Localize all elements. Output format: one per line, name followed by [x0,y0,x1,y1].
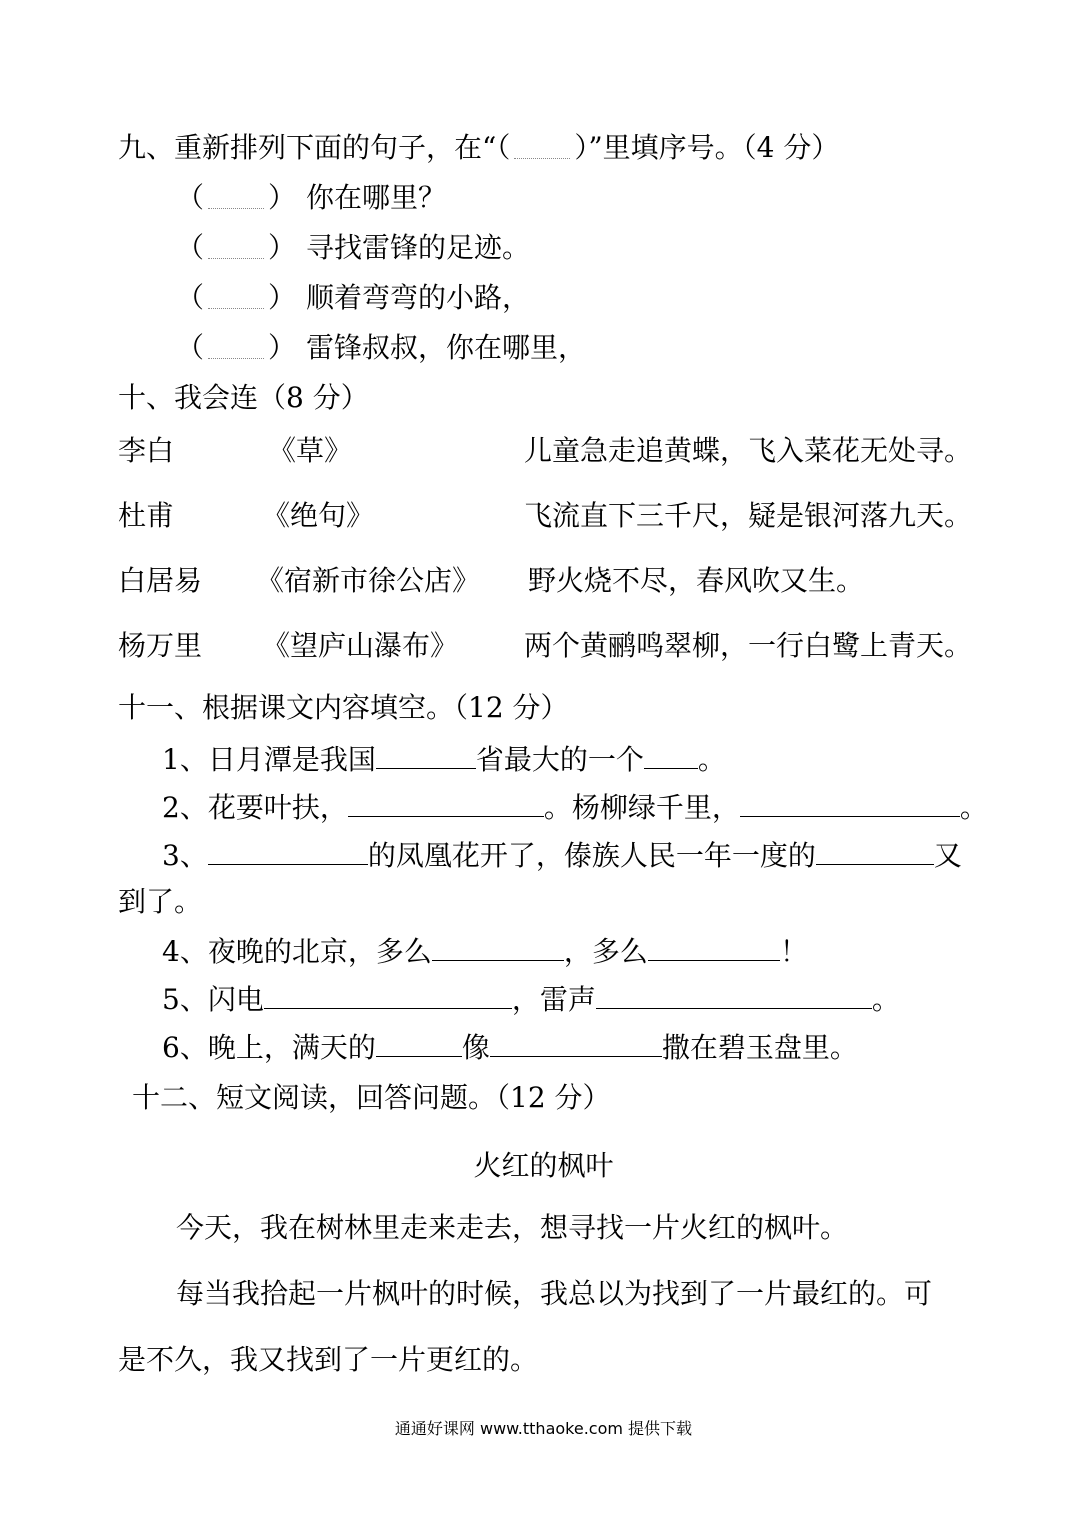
q6-text-c: 撒在碧玉盘里。 [661,1031,858,1064]
answer-blank[interactable] [208,290,264,309]
q3-text-b: 的凤凰花开了，傣族人民一年一度的 [367,839,816,872]
q5-text-a: 5、闪电 [162,983,264,1016]
answer-blank[interactable] [596,980,872,1009]
q2-text-c: 。 [959,791,988,824]
paren-open: （ [176,231,205,264]
answer-blank[interactable] [644,740,698,769]
fill-q5 [162,980,900,1018]
section12-title: 十二、短文阅读，回答问题。（12 分） [132,1081,611,1114]
verse-3[interactable]: 野火烧不尽，春风吹又生。 [528,564,865,597]
q1-text-c: 。 [697,743,726,776]
answer-blank[interactable] [208,340,264,359]
answer-blank[interactable] [376,1028,462,1057]
answer-blank[interactable] [490,1028,662,1057]
item-text: 你在哪里？ [306,181,447,214]
section9-title-post: ）”里填序号。（4 分） [574,131,840,164]
paren-close: ） [268,181,297,214]
section9-item-1 [176,180,446,216]
q1-text-a: 1、日月潭是我国 [162,743,376,776]
q1-text-b: 省最大的一个 [475,743,644,776]
paren-close: ） [268,231,297,264]
poem-1[interactable]: 《草》 [268,434,353,467]
fill-q3-cont: 到了。 [118,885,203,918]
q5-text-c: 。 [871,983,900,1016]
paren-close: ） [268,281,297,314]
q6-text-a: 6、晚上，满天的 [162,1031,376,1064]
q4-text-a: 4、夜晚的北京，多么 [162,935,432,968]
item-text: 寻找雷锋的足迹。 [306,231,531,264]
section9-item-3 [176,280,530,316]
answer-blank[interactable] [208,836,368,865]
section9-item-4 [176,330,586,366]
answer-blank[interactable] [208,190,264,209]
fill-q3 [162,836,962,874]
fill-q1 [162,740,726,778]
poem-2[interactable]: 《绝句》 [262,499,375,532]
section11-title: 十一、根据课文内容填空。（12 分） [118,691,569,724]
answer-blank[interactable] [264,980,512,1009]
passage-paragraph-2: 每当我拾起一片枫叶的时候，我总以为找到了一片最红的。可 [176,1277,933,1310]
answer-blank[interactable] [432,932,564,961]
answer-blank[interactable] [816,836,934,865]
verse-4[interactable]: 两个黄鹂鸣翠柳，一行白鹭上青天。 [524,629,973,662]
author-1[interactable]: 李白 [118,434,175,467]
answer-blank[interactable] [208,240,264,259]
item-text: 顺着弯弯的小路， [306,281,531,314]
section10-title: 十、我会连（8 分） [118,381,369,414]
paren-close: ） [268,331,297,364]
answer-blank[interactable] [348,788,544,817]
q2-text-b: 。杨柳绿千里， [543,791,740,824]
item-text: 雷锋叔叔，你在哪里， [306,331,587,364]
answer-blank[interactable] [376,740,476,769]
blank-dots [514,140,570,159]
fill-q6 [162,1028,858,1066]
poem-4[interactable]: 《望庐山瀑布》 [262,629,459,662]
answer-blank[interactable] [648,932,780,961]
section9-title [118,130,839,166]
fill-q4 [162,932,808,970]
paren-open: （ [176,331,205,364]
footer-watermark: 通通好课网 www.tthaoke.com 提供下载 [394,1419,693,1438]
q4-text-c: ！ [779,935,808,968]
author-4[interactable]: 杨万里 [118,629,203,662]
fill-q2 [162,788,988,826]
passage-title: 火红的枫叶 [473,1149,614,1182]
passage-paragraph-2-cont: 是不久，我又找到了一片更红的。 [118,1343,539,1376]
poem-3[interactable]: 《宿新市徐公店》 [256,564,481,597]
q6-text-b: 像 [461,1031,490,1064]
q5-text-b: ，雷声 [511,983,596,1016]
section9-title-pre: 九、重新排列下面的句子，在“（ [118,131,511,164]
paren-open: （ [176,181,205,214]
q2-text-a: 2、花要叶扶， [162,791,348,824]
section9-item-2 [176,230,530,266]
author-3[interactable]: 白居易 [118,564,203,597]
q3-text-a: 3、 [162,839,208,872]
author-2[interactable]: 杜甫 [118,499,175,532]
verse-1[interactable]: 儿童急走追黄蝶，飞入菜花无处寻。 [524,434,973,467]
q3-text-c: 又 [933,839,962,872]
q4-text-b: ，多么 [563,935,648,968]
paren-open: （ [176,281,205,314]
answer-blank[interactable] [740,788,960,817]
verse-2[interactable]: 飞流直下三千尺，疑是银河落九天。 [524,499,973,532]
passage-paragraph-1: 今天，我在树林里走来走去，想寻找一片火红的枫叶。 [176,1211,849,1244]
